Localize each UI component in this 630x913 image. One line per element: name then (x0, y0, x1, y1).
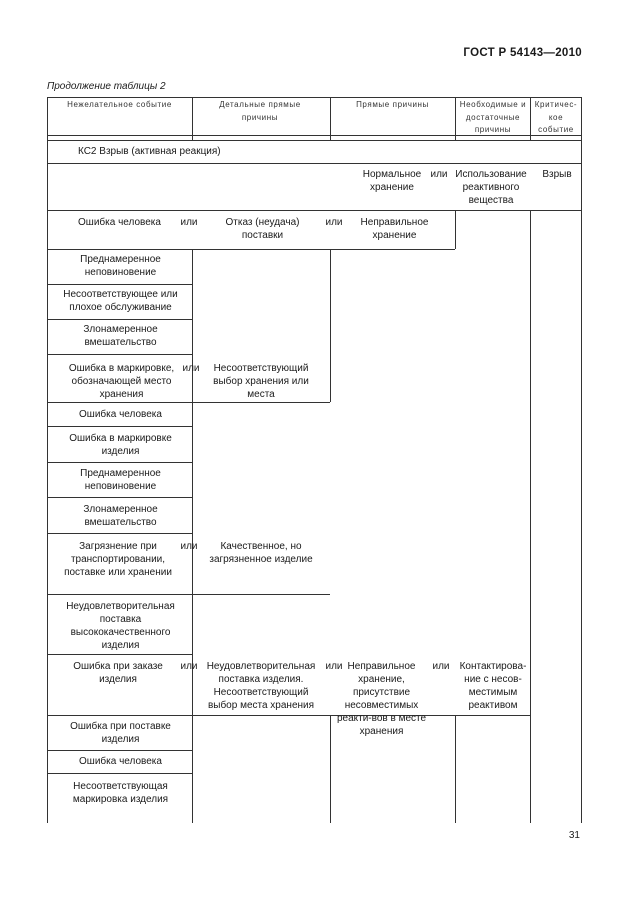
column-divider-2-lower (330, 715, 331, 823)
or-label: или (180, 661, 198, 672)
column-header-direct: Прямые причины (356, 100, 429, 109)
row9-line (47, 533, 192, 534)
column-header-event: Нежелательное событие (67, 100, 172, 109)
column-divider-3-lower (455, 715, 456, 823)
section-title-line (47, 163, 582, 164)
table-continuation-label: Продолжение таблицы 2 (47, 81, 166, 92)
table-left-border (47, 97, 48, 823)
cell-event: Злонамеренное вмешательство (83, 504, 158, 528)
cell-event: Преднамеренное неповиновение (80, 468, 161, 492)
or-label: или (325, 217, 343, 228)
standard-number: ГОСТ Р 54143—2010 (463, 47, 582, 59)
cell-detailed-cause: Отказ (неудача) поставки (225, 217, 300, 241)
cell-event: Злонамеренное вмешательство (83, 324, 158, 348)
cell-event: Несоответствующая маркировка изделия (72, 781, 169, 805)
cell-event: Загрязнение при транспортировании, поставке или хранении (64, 541, 172, 578)
cell-event: Ошибка в маркировке, обозначающей место хранения (68, 363, 175, 400)
table-right-border (581, 97, 582, 823)
or-label: или (325, 661, 343, 672)
cell-event: Ошибка при заказе изделия (73, 661, 163, 685)
row4-line (47, 354, 192, 355)
column-divider-4 (530, 210, 531, 823)
table-top-border (47, 97, 582, 98)
cell-detailed-cause: Несоответствующий выбор хранения или места (213, 363, 309, 400)
cell-detailed-cause: Неудовлетворительная поставка изделия. Несоответствующий выбор места хранения (206, 661, 316, 711)
or-label: или (180, 541, 198, 552)
row3-line (47, 319, 192, 320)
cell-direct-cause: Неправильное хранение (360, 217, 429, 241)
cell-event: Ошибка в маркировке изделия (69, 433, 172, 457)
cell-event: Ошибка человека (79, 756, 162, 767)
cell-event: Ошибка человека (78, 217, 161, 228)
column-divider-3-upper (455, 210, 456, 249)
column-header-necessary: Необходимые и достаточные причины (459, 100, 527, 134)
page-number: 31 (568, 830, 580, 841)
row13-line (47, 750, 192, 751)
column-divider-2-upper (330, 249, 331, 402)
or-label: или (430, 169, 448, 180)
row7-line (47, 462, 192, 463)
cell-event: Преднамеренное неповиновение (80, 254, 161, 278)
cell-event: Ошибка человека (79, 409, 162, 420)
row2-line (47, 284, 192, 285)
row5-line (47, 402, 330, 403)
cell-reactive-substance: Использование реактивного вещества (455, 169, 527, 206)
column-header-detailed: Детальные прямые причины (219, 100, 301, 122)
row14-line (47, 773, 192, 774)
row6-line (47, 426, 192, 427)
row12-line (47, 715, 531, 716)
row11-line (47, 654, 192, 655)
header-divider-1 (192, 97, 193, 140)
section-title: КС2 Взрыв (активная реакция) (78, 146, 221, 157)
table-header-double-line (47, 140, 582, 141)
cell-detailed-cause: Качественное, но загрязненное изделие (209, 541, 313, 565)
cell-event: Неудовлетворительная поставка высококачественного изделия (66, 601, 175, 651)
row1-line (47, 249, 455, 250)
row8-line (47, 497, 192, 498)
cell-necessary-cause: Контактирова-ние с несов-местимым реактивом (459, 661, 527, 711)
cell-normal-storage: Нормальное хранение (362, 169, 422, 193)
column-header-critical: Критичес-кое событие (534, 100, 578, 134)
row-normal-line (47, 210, 582, 211)
row10-line (47, 594, 330, 595)
cell-event: Несоответствующее или плохое обслуживание (63, 289, 178, 313)
column-divider-1 (192, 249, 193, 823)
or-label: или (182, 363, 200, 374)
cell-direct-cause: Неправильное хранение, присутствие несовместимых реакти-вов в месте хранения (336, 661, 427, 737)
cell-explosion: Взрыв (542, 169, 572, 180)
or-label: или (180, 217, 198, 228)
or-label: или (432, 661, 450, 672)
header-divider-3 (455, 97, 456, 140)
cell-event: Ошибка при поставке изделия (70, 721, 171, 745)
